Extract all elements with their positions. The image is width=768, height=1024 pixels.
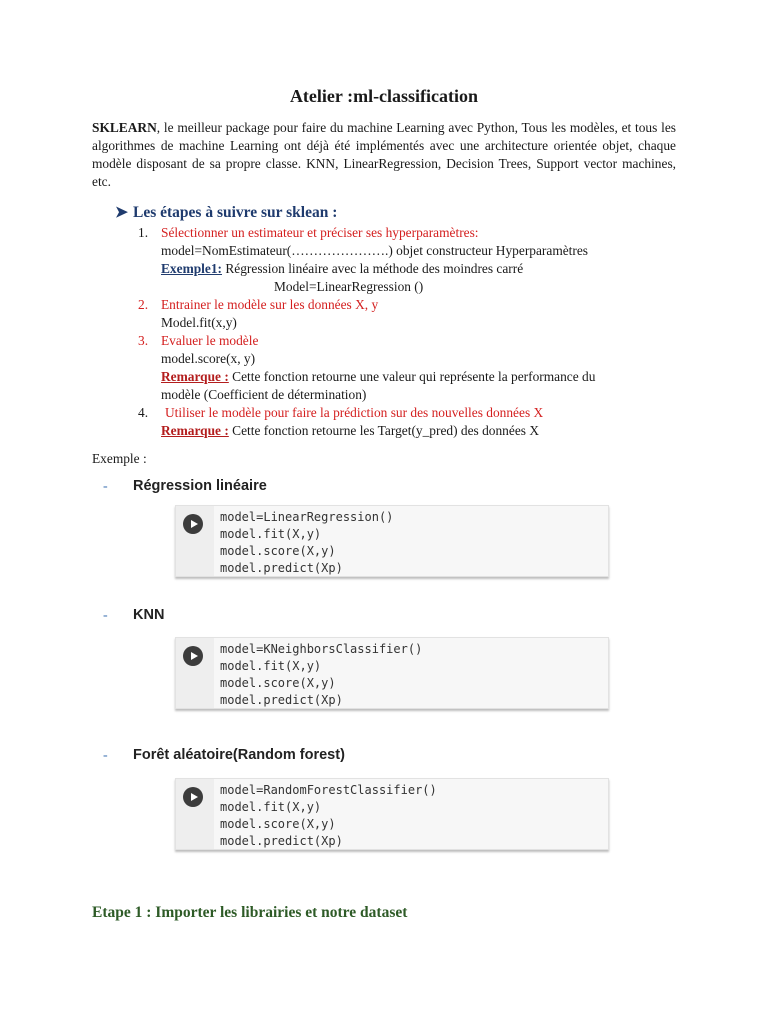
play-icon[interactable] <box>183 787 203 807</box>
code-line: model=KNeighborsClassifier() <box>220 642 423 656</box>
code-line: model.fit(X,y) <box>220 527 322 541</box>
code-line: model.fit(X,y) <box>220 800 322 814</box>
remark-label: Remarque : <box>161 369 229 384</box>
step-4-number: 4. <box>138 405 149 420</box>
play-icon[interactable] <box>183 646 203 666</box>
example-text: Régression linéaire avec la méthode des moindres carré <box>222 261 524 276</box>
step-1-title: Sélectionner un estimateur et préciser ses hyperparamètres: <box>161 225 479 240</box>
arrow-bullet-icon: ➤ <box>115 204 128 221</box>
code-block <box>220 509 393 577</box>
section-dash: - <box>103 748 108 763</box>
remark-text: Cette fonction retourne les Target(y_pred) des données X <box>228 423 539 438</box>
step-3-number: 3. <box>138 333 149 348</box>
code-line: model.predict(Xp) <box>220 561 343 575</box>
etape-1-heading: Etape 1 : Importer les librairies et notre dataset <box>92 904 408 921</box>
code-block <box>220 641 422 709</box>
example-heading: Exemple : <box>92 451 147 466</box>
code-line: model.score(X,y) <box>220 544 336 558</box>
section-title-regression: Régression linéaire <box>133 478 267 494</box>
step-2-code: Model.fit(x,y) <box>161 315 237 330</box>
section-dash: - <box>103 608 108 623</box>
code-cell-random-forest <box>175 778 609 850</box>
intro-text: , le meilleur package pour faire du machine Learning avec Python, Tous les modèles, et tous les algorithmes de machine Learning ont déjà été implémentés avec une architecture orientée objet, chaque modèle disposant de sa propre classe. KNN, LinearRegression, Decision Trees, Support vector machines, etc. <box>92 120 676 189</box>
code-line: model=LinearRegression() <box>220 510 394 524</box>
step-1-number: 1. <box>138 225 149 240</box>
step-3-code: model.score(x, y) <box>161 351 256 366</box>
steps-heading <box>115 203 337 222</box>
code-cell-knn <box>175 637 609 709</box>
section-title-knn: KNN <box>133 607 165 623</box>
intro-paragraph <box>92 119 676 191</box>
step-1-model: Model=LinearRegression () <box>274 279 424 294</box>
code-block <box>220 782 437 850</box>
intro-bold-term: SKLEARN <box>92 120 157 135</box>
step-2-title: Entrainer le modèle sur les données X, y <box>161 297 379 312</box>
code-line: model.score(X,y) <box>220 817 336 831</box>
code-line: model.score(X,y) <box>220 676 336 690</box>
step-4-remark <box>161 423 539 439</box>
code-line: model.fit(X,y) <box>220 659 322 673</box>
step-3-remark <box>161 369 595 385</box>
section-title-random-forest: Forêt aléatoire(Random forest) <box>133 747 345 763</box>
code-line: model.predict(Xp) <box>220 693 343 707</box>
step-1-example <box>161 261 523 277</box>
example-label: Exemple1: <box>161 261 222 276</box>
remark-label: Remarque : <box>161 423 229 438</box>
section-dash: - <box>103 479 108 494</box>
code-line: model=RandomForestClassifier() <box>220 783 437 797</box>
step-1-constructor: model=NomEstimateur(………………….) objet constructeur Hyperparamètres <box>161 243 589 258</box>
steps-heading-text: Les étapes à suivre sur sklean : <box>133 204 338 221</box>
play-icon[interactable] <box>183 514 203 534</box>
step-3-remark-cont: modèle (Coefficient de détermination) <box>161 387 367 402</box>
code-cell-regression <box>175 505 609 577</box>
step-3-title: Evaluer le modèle <box>161 333 259 348</box>
step-4-title: Utiliser le modèle pour faire la prédiction sur des nouvelles données X <box>165 405 544 420</box>
page-title: Atelier :ml-classification <box>289 86 479 106</box>
remark-text: Cette fonction retourne une valeur qui représente la performance du <box>228 369 596 384</box>
step-2-number: 2. <box>138 297 149 312</box>
code-line: model.predict(Xp) <box>220 834 343 848</box>
